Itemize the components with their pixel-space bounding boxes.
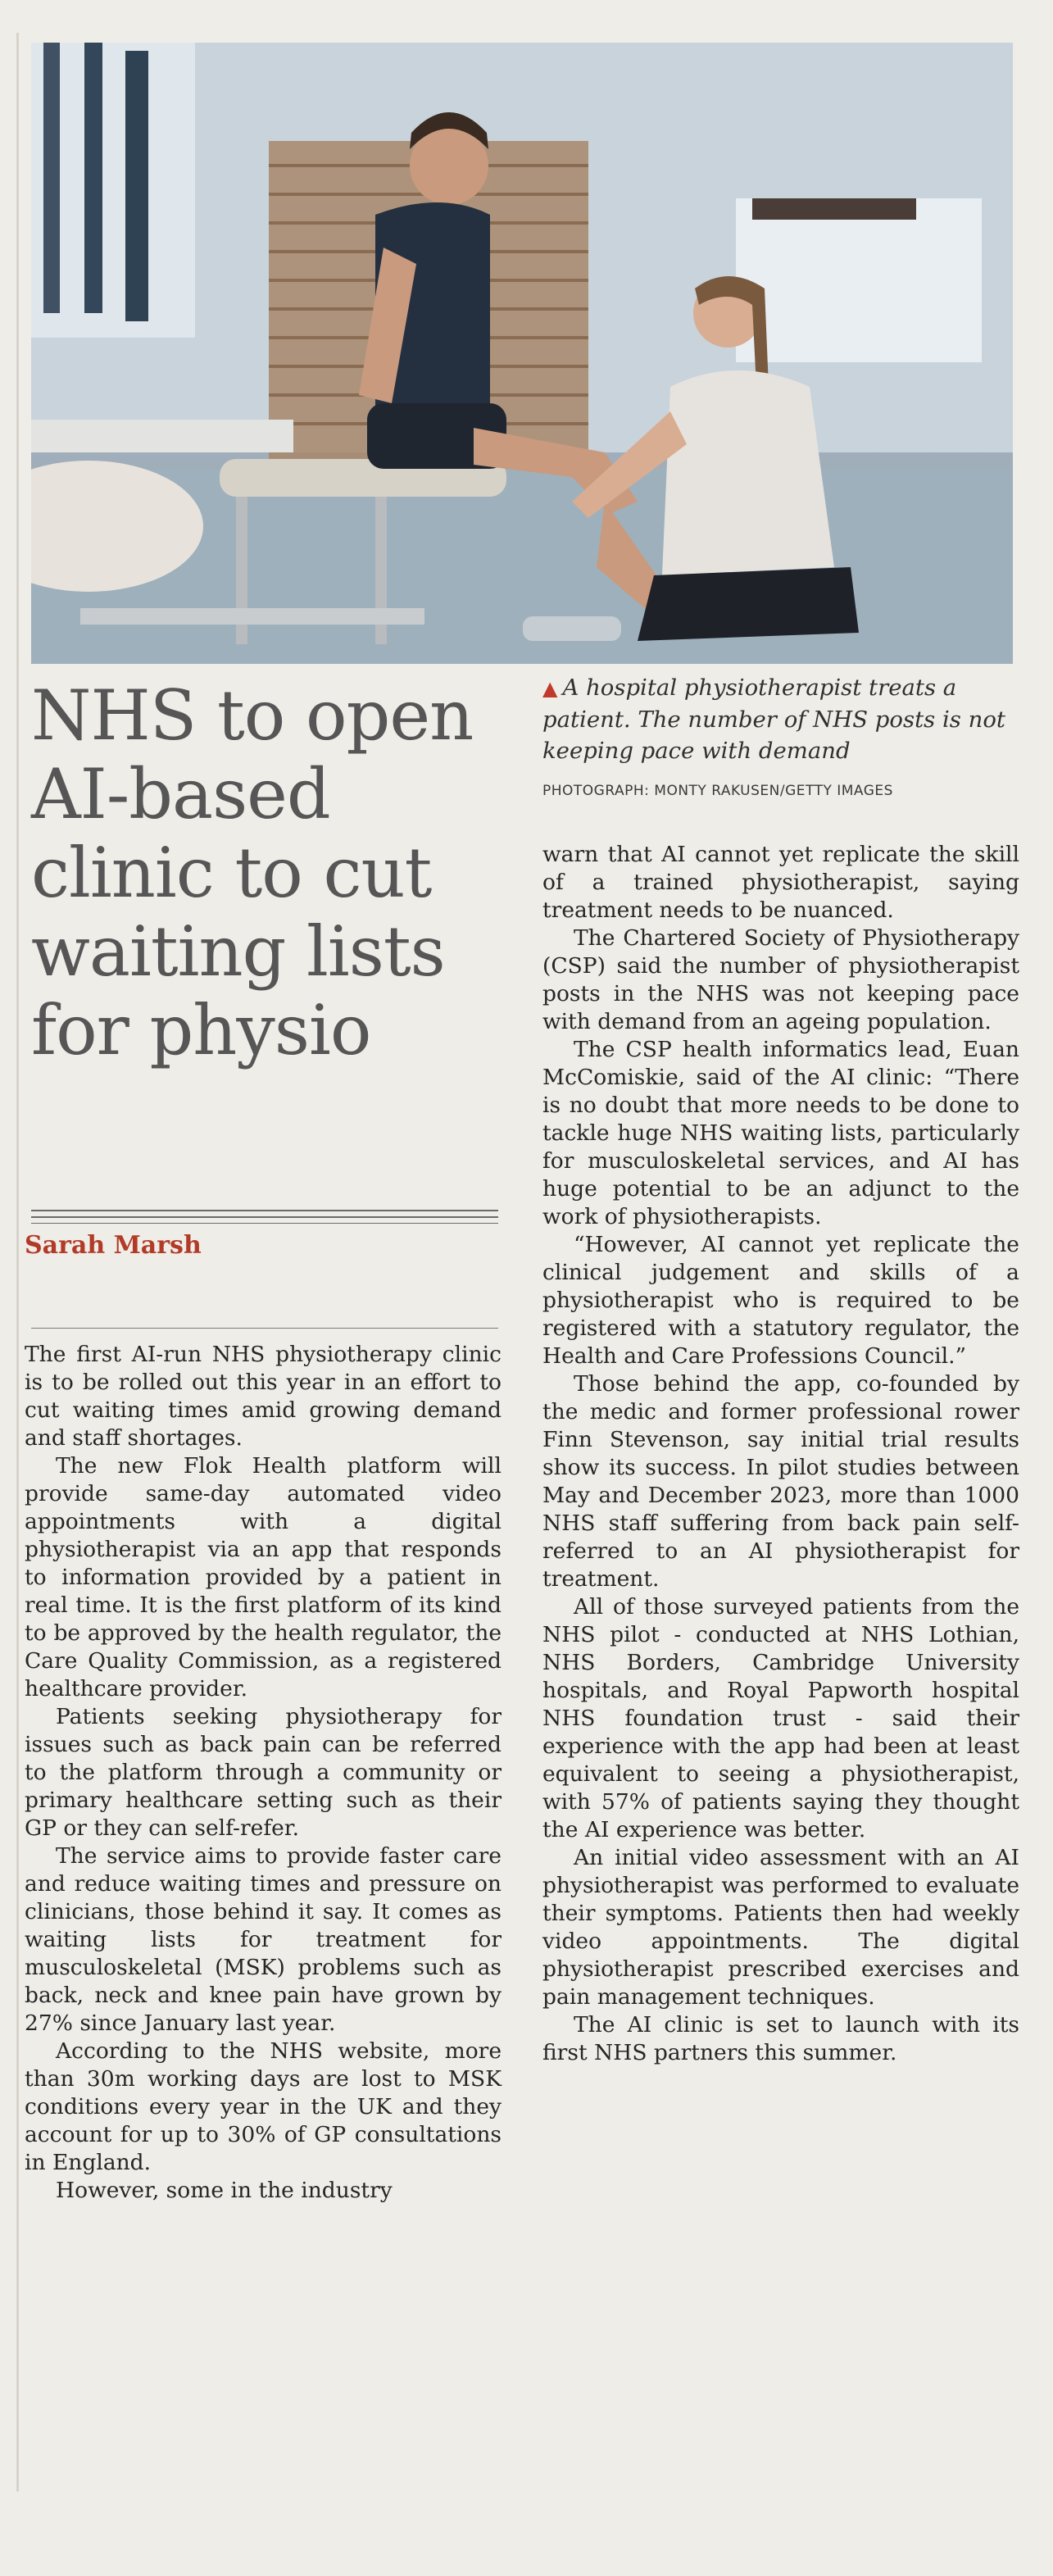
paragraph: However, some in the industry — [56, 2178, 393, 2203]
paragraph: Those behind the app, co-founded by the medic and former professional rower Finn Stevenson, say initial trial results show its success. In pilot studies between May and December 2023, more than 1000 NHS staff suffering from back pain self-referred to an AI physiotherapist for treatment. — [542, 1371, 1019, 1592]
physiotherapy-photo-icon — [31, 43, 1013, 664]
byline: Sarah Marsh — [25, 1231, 202, 1260]
headline: NHS to open AI-based clinic to cut waiting lists for physio — [31, 675, 474, 1070]
divider — [31, 1210, 498, 1211]
article-column-left — [25, 1341, 502, 2205]
caption-text: A hospital physiotherapist treats a patient. The number of NHS posts is not keeping pace with demand — [542, 675, 1005, 764]
page-edge — [16, 33, 19, 2492]
paragraph: “However, AI cannot yet replicate the clinical judgement and skills of a physiotherapist who is required to be registered with a statutory regulator, the Health and Care Professions Council.” — [542, 1232, 1019, 1369]
paragraph: warn that AI cannot yet replicate the skill of a trained physiotherapist, saying treatment needs to be nuanced. — [542, 842, 1019, 923]
paragraph: The new Flok Health platform will provide same-day automated video appointments with a digital physiotherapist via an app that responds to information provided by a patient in real time. It is the first platform of its kind to be approved by the health regulator, the Care Quality Commission, as a registered healthcare provider. — [25, 1453, 502, 1701]
article-column-right — [542, 841, 1019, 2067]
paragraph: The Chartered Society of Physiotherapy (CSP) said the number of physiotherapist posts in the NHS was not keeping pace with demand from an ageing population. — [542, 925, 1019, 1034]
photo-credit: PHOTOGRAPH: MONTY RAKUSEN/GETTY IMAGES — [542, 783, 893, 799]
divider — [31, 1216, 498, 1218]
paragraph: The first AI-run NHS physiotherapy clinic is to be rolled out this year in an effort to cut waiting times amid growing demand and staff shortages. — [25, 1342, 502, 1451]
article-photo — [31, 43, 1013, 664]
paragraph: The service aims to provide faster care and reduce waiting times and pressure on clinicians, those behind it say. It comes as waiting lists for treatment for musculoskeletal (MSK) problems such as back, neck and knee pain have grown by 27% since January last year. — [25, 1843, 502, 2036]
paragraph: The AI clinic is set to launch with its first NHS partners this summer. — [542, 2012, 1019, 2065]
paragraph: Patients seeking physiotherapy for issues such as back pain can be referred to the platform through a community or primary healthcare setting such as their GP or they can self-refer. — [25, 1704, 502, 1841]
divider — [31, 1223, 498, 1224]
paragraph: An initial video assessment with an AI physiotherapist was performed to evaluate their symptoms. Patients then had weekly video appointments. The digital physiotherapist prescribed exercises and pain management techniques. — [542, 1845, 1019, 2010]
paragraph: The CSP health informatics lead, Euan McComiskie, said of the AI clinic: “There is no doubt that more needs to be done to tackle huge NHS waiting lists, particularly for musculoskeletal services, and AI has huge potential to be an adjunct to the work of physiotherapists. — [542, 1037, 1019, 1229]
paragraph: All of those surveyed patients from the NHS pilot - conducted at NHS Lothian, NHS Borders, Cambridge University hospitals, and Royal Papworth hospital NHS foundation trust - said their experience with the app had been at least equivalent to seeing a physiotherapist, with 57% of patients saying they thought the AI experience was better. — [542, 1594, 1019, 1842]
photo-caption — [542, 672, 1018, 766]
divider — [31, 1328, 498, 1329]
caption-triangle-icon: ▲ — [542, 677, 558, 700]
paragraph: According to the NHS website, more than 30m working days are lost to MSK conditions every year in the UK and they account for up to 30% of GP consultations in England. — [25, 2038, 502, 2175]
